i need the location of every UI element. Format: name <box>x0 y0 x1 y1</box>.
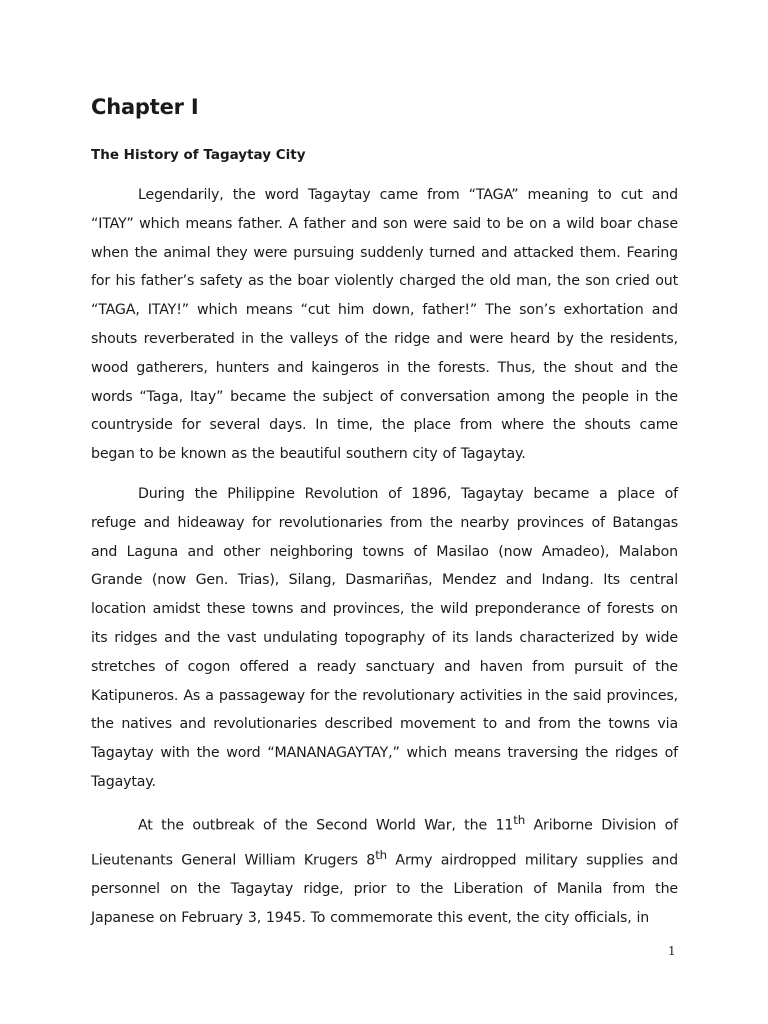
paragraph-world-war-text-3: Army airdropped military supplies and personnel on the Tagaytay ridge, prior to the Liberation of Manila from the Japanese on February 3, 1945. To commemorate this event, the city officials, in <box>91 852 678 926</box>
section-title: The History of Tagaytay City <box>91 147 306 163</box>
paragraph-revolution: During the Philippine Revolution of 1896, Tagaytay became a place of refuge and hideaway for revolutionaries from the nearby provinces of Batangas and Laguna and other neighboring towns of Masilao (now Amadeo), Malabon Grande (now Gen. Trias), Silang, Dasmariñas, Mendez and Indang. Its central location amidst these towns and provinces, the wild preponderance of forests on its ridges and the vast undulating topography of its lands characterized by wide stretches of cogon offered a ready sanctuary and haven from pursuit of the Katipuneros. As a passageway for the revolutionary activities in the said provinces, the natives and revolutionaries described movement to and from the towns via Tagaytay with the word “MANANAGAYTAY,” which means traversing the ridges of Tagaytay. <box>91 486 678 790</box>
ordinal-suffix: th <box>513 813 526 827</box>
paragraph-world-war-text-2: Ariborne Division of Lieutenants General William Krugers 8 <box>91 817 679 869</box>
page-number: 1 <box>668 944 676 958</box>
paragraph-world-war-text-1: At the outbreak of the Second World War, the 11 <box>138 817 514 834</box>
paragraph-world-war <box>91 806 678 933</box>
ordinal-suffix: th <box>375 847 388 862</box>
chapter-title: Chapter I <box>91 95 199 119</box>
paragraph-legend: Legendarily, the word Tagaytay came from “TAGA” meaning to cut and “ITAY” which means father. A father and son were said to be on a wild boar chase when the animal they were pursuing suddenly turned and attacked them. Fearing for his father’s safety as the boar violently charged the old man, the son cried out “TAGA, ITAY!” which means “cut him down, father!” The son’s exhortation and shouts reverberated in the valleys of the ridge and were heard by the residents, wood gatherers, hunters and kaingeros in the forests. Thus, the shout and the words “Taga, Itay” became the subject of conversation among the people in the countryside for several days. In time, the place from where the shouts came began to be known as the beautiful southern city of Tagaytay. <box>91 187 678 463</box>
